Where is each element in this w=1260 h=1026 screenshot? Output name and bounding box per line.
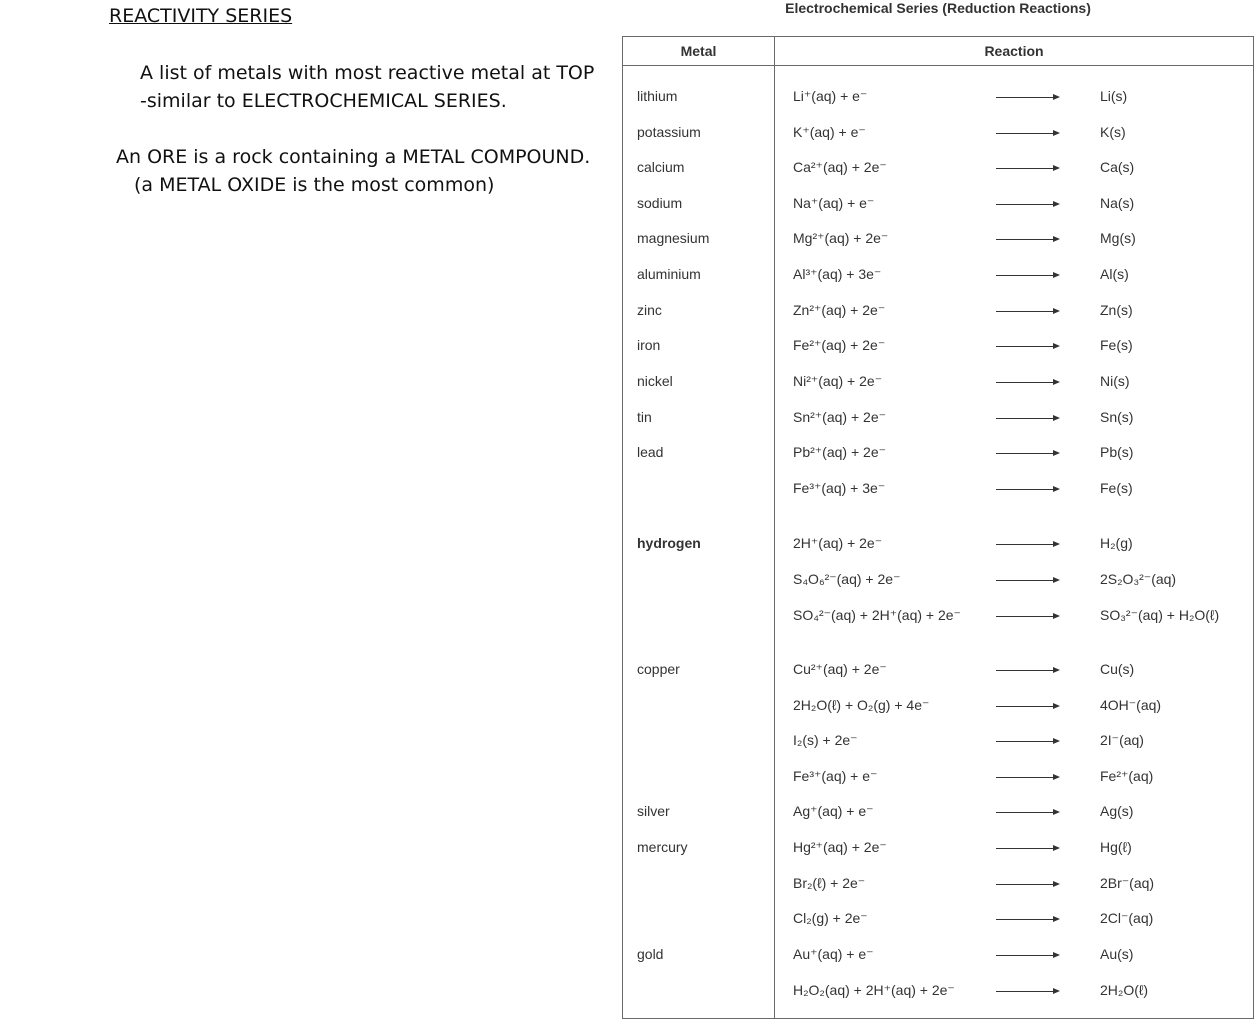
intro-paragraph <box>140 59 594 115</box>
metal-name: magnesium <box>637 230 710 246</box>
metal-name: nickel <box>637 373 673 389</box>
ore-paragraph <box>116 143 590 199</box>
metal-name: mercury <box>637 839 688 855</box>
table-row <box>623 302 1253 322</box>
reaction-reactants: Cu²⁺(aq) + 2e⁻ <box>793 661 887 677</box>
reaction-reactants: Fe³⁺(aq) + e⁻ <box>793 768 878 784</box>
metal-name: copper <box>637 661 680 677</box>
reaction-products: 2I⁻(aq) <box>1100 732 1144 748</box>
reaction-products: 2Cl⁻(aq) <box>1100 910 1154 926</box>
reaction-products: 2Br⁻(aq) <box>1100 875 1155 891</box>
reaction-reactants: Br₂(ℓ) + 2e⁻ <box>793 875 866 891</box>
header-metal: Metal <box>680 43 717 59</box>
right-arrow-icon <box>996 418 1058 419</box>
reaction-reactants: Au⁺(aq) + e⁻ <box>793 946 874 962</box>
reaction-products: Na(s) <box>1100 195 1135 211</box>
table-row <box>623 982 1253 1002</box>
reaction-reactants: Na⁺(aq) + e⁻ <box>793 195 875 211</box>
reaction-products: Cu(s) <box>1100 661 1135 677</box>
right-arrow-icon <box>996 346 1058 347</box>
header-reaction: Reaction <box>984 43 1044 59</box>
table-row <box>623 946 1253 966</box>
metal-name: gold <box>637 946 664 962</box>
reaction-reactants: Al³⁺(aq) + 3e⁻ <box>793 266 882 282</box>
table-row <box>623 337 1253 357</box>
right-arrow-icon <box>996 311 1058 312</box>
metal-name: lithium <box>637 88 678 104</box>
table-row <box>623 480 1253 500</box>
reaction-products: Ag(s) <box>1100 803 1134 819</box>
right-arrow-icon <box>996 812 1058 813</box>
right-arrow-icon <box>996 777 1058 778</box>
reaction-reactants: 2H⁺(aq) + 2e⁻ <box>793 535 883 551</box>
right-arrow-icon <box>996 275 1058 276</box>
reaction-products: Ni(s) <box>1100 373 1130 389</box>
right-arrow-icon <box>996 544 1058 545</box>
reaction-reactants: Hg²⁺(aq) + 2e⁻ <box>793 839 887 855</box>
table-row <box>623 768 1253 788</box>
reaction-products: Au(s) <box>1100 946 1134 962</box>
reaction-reactants: Ca²⁺(aq) + 2e⁻ <box>793 159 887 175</box>
table-row <box>623 159 1253 179</box>
right-arrow-icon <box>996 670 1058 671</box>
reaction-reactants: Mg²⁺(aq) + 2e⁻ <box>793 230 889 246</box>
table-row <box>623 535 1253 555</box>
table-row <box>623 124 1253 144</box>
table-row <box>623 875 1253 895</box>
right-arrow-icon <box>996 580 1058 581</box>
reaction-reactants: 2H₂O(ℓ) + O₂(g) + 4e⁻ <box>793 697 930 713</box>
column-divider <box>774 37 775 1018</box>
metal-name: silver <box>637 803 670 819</box>
reaction-products: Pb(s) <box>1100 444 1134 460</box>
reaction-products: Al(s) <box>1100 266 1129 282</box>
right-arrow-icon <box>996 382 1058 383</box>
ore-line-1: An ORE is a rock containing a METAL COMPOUND. <box>116 146 591 168</box>
right-arrow-icon <box>996 919 1058 920</box>
reaction-products: Zn(s) <box>1100 302 1133 318</box>
table-row <box>623 266 1253 286</box>
right-arrow-icon <box>996 453 1058 454</box>
right-arrow-icon <box>996 991 1058 992</box>
right-arrow-icon <box>996 884 1058 885</box>
reaction-reactants: Ag⁺(aq) + e⁻ <box>793 803 874 819</box>
intro-line-1: A list of metals with most reactive metal at TOP <box>140 62 595 84</box>
metal-name: aluminium <box>637 266 701 282</box>
reaction-reactants: Fe³⁺(aq) + 3e⁻ <box>793 480 886 496</box>
table-row <box>623 910 1253 930</box>
right-arrow-icon <box>996 168 1058 169</box>
ore-line-2: (a METAL OXIDE is the most common) <box>134 174 495 196</box>
reaction-products: 4OH⁻(aq) <box>1100 697 1162 713</box>
reaction-reactants: K⁺(aq) + e⁻ <box>793 124 866 140</box>
reaction-products: Hg(ℓ) <box>1100 839 1132 855</box>
metal-name: hydrogen <box>637 535 701 551</box>
reaction-products: SO₃²⁻(aq) + H₂O(ℓ) <box>1100 607 1220 623</box>
metal-name: calcium <box>637 159 685 175</box>
reaction-reactants: SO₄²⁻(aq) + 2H⁺(aq) + 2e⁻ <box>793 607 961 623</box>
right-arrow-icon <box>996 955 1058 956</box>
table-row <box>623 803 1253 823</box>
reaction-reactants: Fe²⁺(aq) + 2e⁻ <box>793 337 886 353</box>
reaction-products: 2S₂O₃²⁻(aq) <box>1100 571 1177 587</box>
page-title: REACTIVITY SERIES <box>109 5 293 27</box>
reaction-reactants: Cl₂(g) + 2e⁻ <box>793 910 868 926</box>
reaction-reactants: Li⁺(aq) + e⁻ <box>793 88 868 104</box>
metal-name: iron <box>637 337 661 353</box>
metal-name: potassium <box>637 124 701 140</box>
table-row <box>623 571 1253 591</box>
reaction-reactants: Zn²⁺(aq) + 2e⁻ <box>793 302 886 318</box>
reaction-products: Sn(s) <box>1100 409 1134 425</box>
right-arrow-icon <box>996 706 1058 707</box>
reaction-products: Li(s) <box>1100 88 1128 104</box>
reaction-products: K(s) <box>1100 124 1126 140</box>
right-arrow-icon <box>996 616 1058 617</box>
reaction-products: 2H₂O(ℓ) <box>1100 982 1149 998</box>
metal-name: tin <box>637 409 652 425</box>
table-row <box>623 444 1253 464</box>
reaction-products: Fe(s) <box>1100 480 1133 496</box>
reaction-reactants: Sn²⁺(aq) + 2e⁻ <box>793 409 886 425</box>
header-divider <box>623 65 1253 66</box>
right-arrow-icon <box>996 848 1058 849</box>
right-arrow-icon <box>996 133 1058 134</box>
table-caption: Electrochemical Series (Reduction Reactions) <box>785 0 1091 16</box>
table-row <box>623 230 1253 250</box>
reaction-reactants: Ni²⁺(aq) + 2e⁻ <box>793 373 883 389</box>
reaction-products: H₂(g) <box>1100 535 1133 551</box>
reaction-reactants: S₄O₆²⁻(aq) + 2e⁻ <box>793 571 901 587</box>
electrochemical-series-table <box>622 36 1254 1019</box>
table-row <box>623 195 1253 215</box>
reaction-reactants: Pb²⁺(aq) + 2e⁻ <box>793 444 886 460</box>
right-arrow-icon <box>996 741 1058 742</box>
right-arrow-icon <box>996 489 1058 490</box>
intro-line-2: -similar to ELECTROCHEMICAL SERIES. <box>140 90 507 112</box>
reaction-products: Fe(s) <box>1100 337 1133 353</box>
table-row <box>623 697 1253 717</box>
table-row <box>623 409 1253 429</box>
table-row <box>623 373 1253 393</box>
metal-name: sodium <box>637 195 683 211</box>
right-arrow-icon <box>996 239 1058 240</box>
reaction-reactants: H₂O₂(aq) + 2H⁺(aq) + 2e⁻ <box>793 982 955 998</box>
metal-name: zinc <box>637 302 662 318</box>
table-row <box>623 607 1253 627</box>
reaction-products: Fe²⁺(aq) <box>1100 768 1154 784</box>
right-arrow-icon <box>996 97 1058 98</box>
reaction-products: Ca(s) <box>1100 159 1135 175</box>
table-row <box>623 88 1253 108</box>
reaction-products: Mg(s) <box>1100 230 1136 246</box>
metal-name: lead <box>637 444 664 460</box>
table-row <box>623 661 1253 681</box>
table-row <box>623 839 1253 859</box>
table-row <box>623 732 1253 752</box>
right-arrow-icon <box>996 204 1058 205</box>
reaction-reactants: I₂(s) + 2e⁻ <box>793 732 858 748</box>
